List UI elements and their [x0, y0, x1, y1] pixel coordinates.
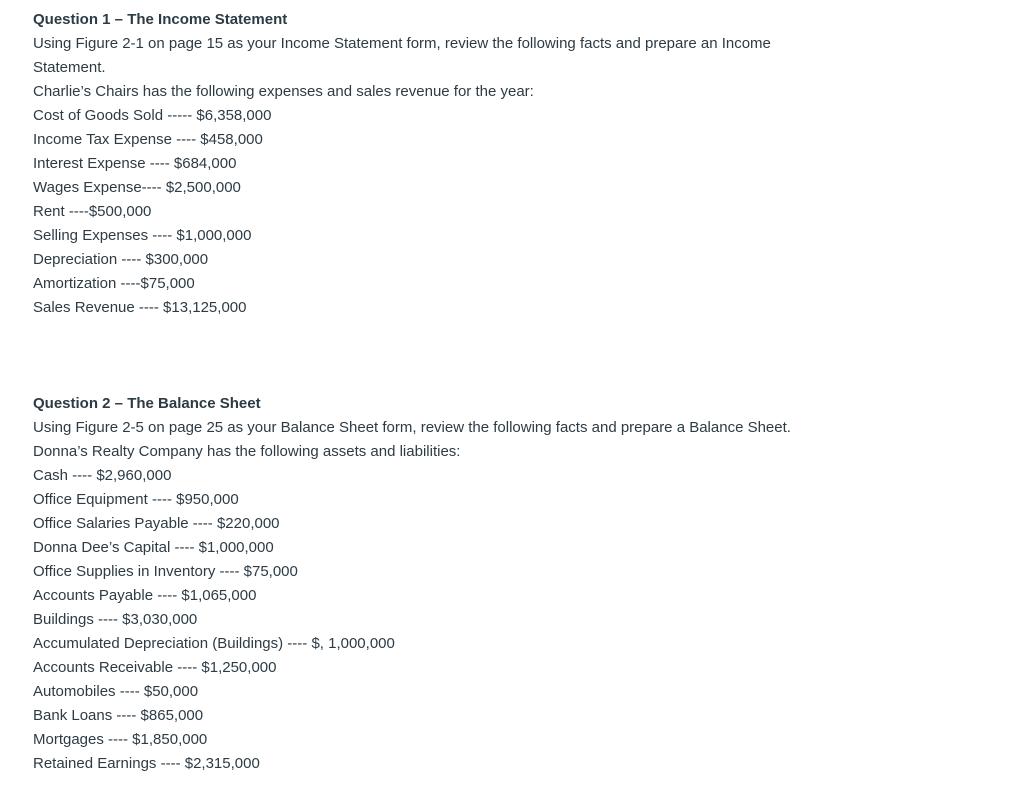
question-2-item: Cash ---- $2,960,000: [33, 467, 172, 484]
question-1-item: Cost of Goods Sold ----- $6,358,000: [33, 107, 272, 124]
question-2-item: Office Equipment ---- $950,000: [33, 491, 239, 508]
question-2-item: Mortgages ---- $1,850,000: [33, 731, 208, 748]
document-body: [33, 8, 993, 776]
question-1-item: Selling Expenses ---- $1,000,000: [33, 227, 252, 244]
question-1-lead: Charlie’s Chairs has the following expenses and sales revenue for the year:: [33, 83, 534, 100]
question-2-intro: Using Figure 2-5 on page 25 as your Balance Sheet form, review the following facts and prepare a Balance Sheet.: [33, 419, 791, 436]
question-2-item: Accounts Payable ---- $1,065,000: [33, 587, 257, 604]
question-1-item: Amortization ----$75,000: [33, 275, 195, 292]
question-1-item: Depreciation ---- $300,000: [33, 251, 209, 268]
question-1-item: Income Tax Expense ---- $458,000: [33, 131, 263, 148]
question-2-item: Office Supplies in Inventory ---- $75,000: [33, 563, 298, 580]
question-2-item: Donna Dee’s Capital ---- $1,000,000: [33, 539, 274, 556]
question-2-lead: Donna’s Realty Company has the following assets and liabilities:: [33, 443, 461, 460]
question-1-item: Wages Expense---- $2,500,000: [33, 179, 241, 196]
question-1-item: Interest Expense ---- $684,000: [33, 155, 237, 172]
question-1-heading: Question 1 – The Income Statement: [33, 11, 288, 28]
question-2-item: Accumulated Depreciation (Buildings) ---- $, 1,000,000: [33, 635, 395, 652]
question-1-item: Sales Revenue ---- $13,125,000: [33, 299, 247, 316]
question-2-section: [33, 392, 993, 776]
question-1-intro: Using Figure 2-1 on page 15 as your Income Statement form, review the following facts and prepare an Income Statement.: [33, 35, 771, 76]
question-1-section: [33, 8, 993, 320]
question-1-item: Rent ----$500,000: [33, 203, 152, 220]
section-spacer: [33, 320, 993, 392]
question-2-item: Retained Earnings ---- $2,315,000: [33, 755, 260, 772]
question-2-item: Accounts Receivable ---- $1,250,000: [33, 659, 277, 676]
question-2-heading: Question 2 – The Balance Sheet: [33, 395, 261, 412]
question-2-item: Buildings ---- $3,030,000: [33, 611, 198, 628]
question-2-item: Office Salaries Payable ---- $220,000: [33, 515, 280, 532]
question-2-item: Bank Loans ---- $865,000: [33, 707, 204, 724]
question-2-item: Automobiles ---- $50,000: [33, 683, 199, 700]
